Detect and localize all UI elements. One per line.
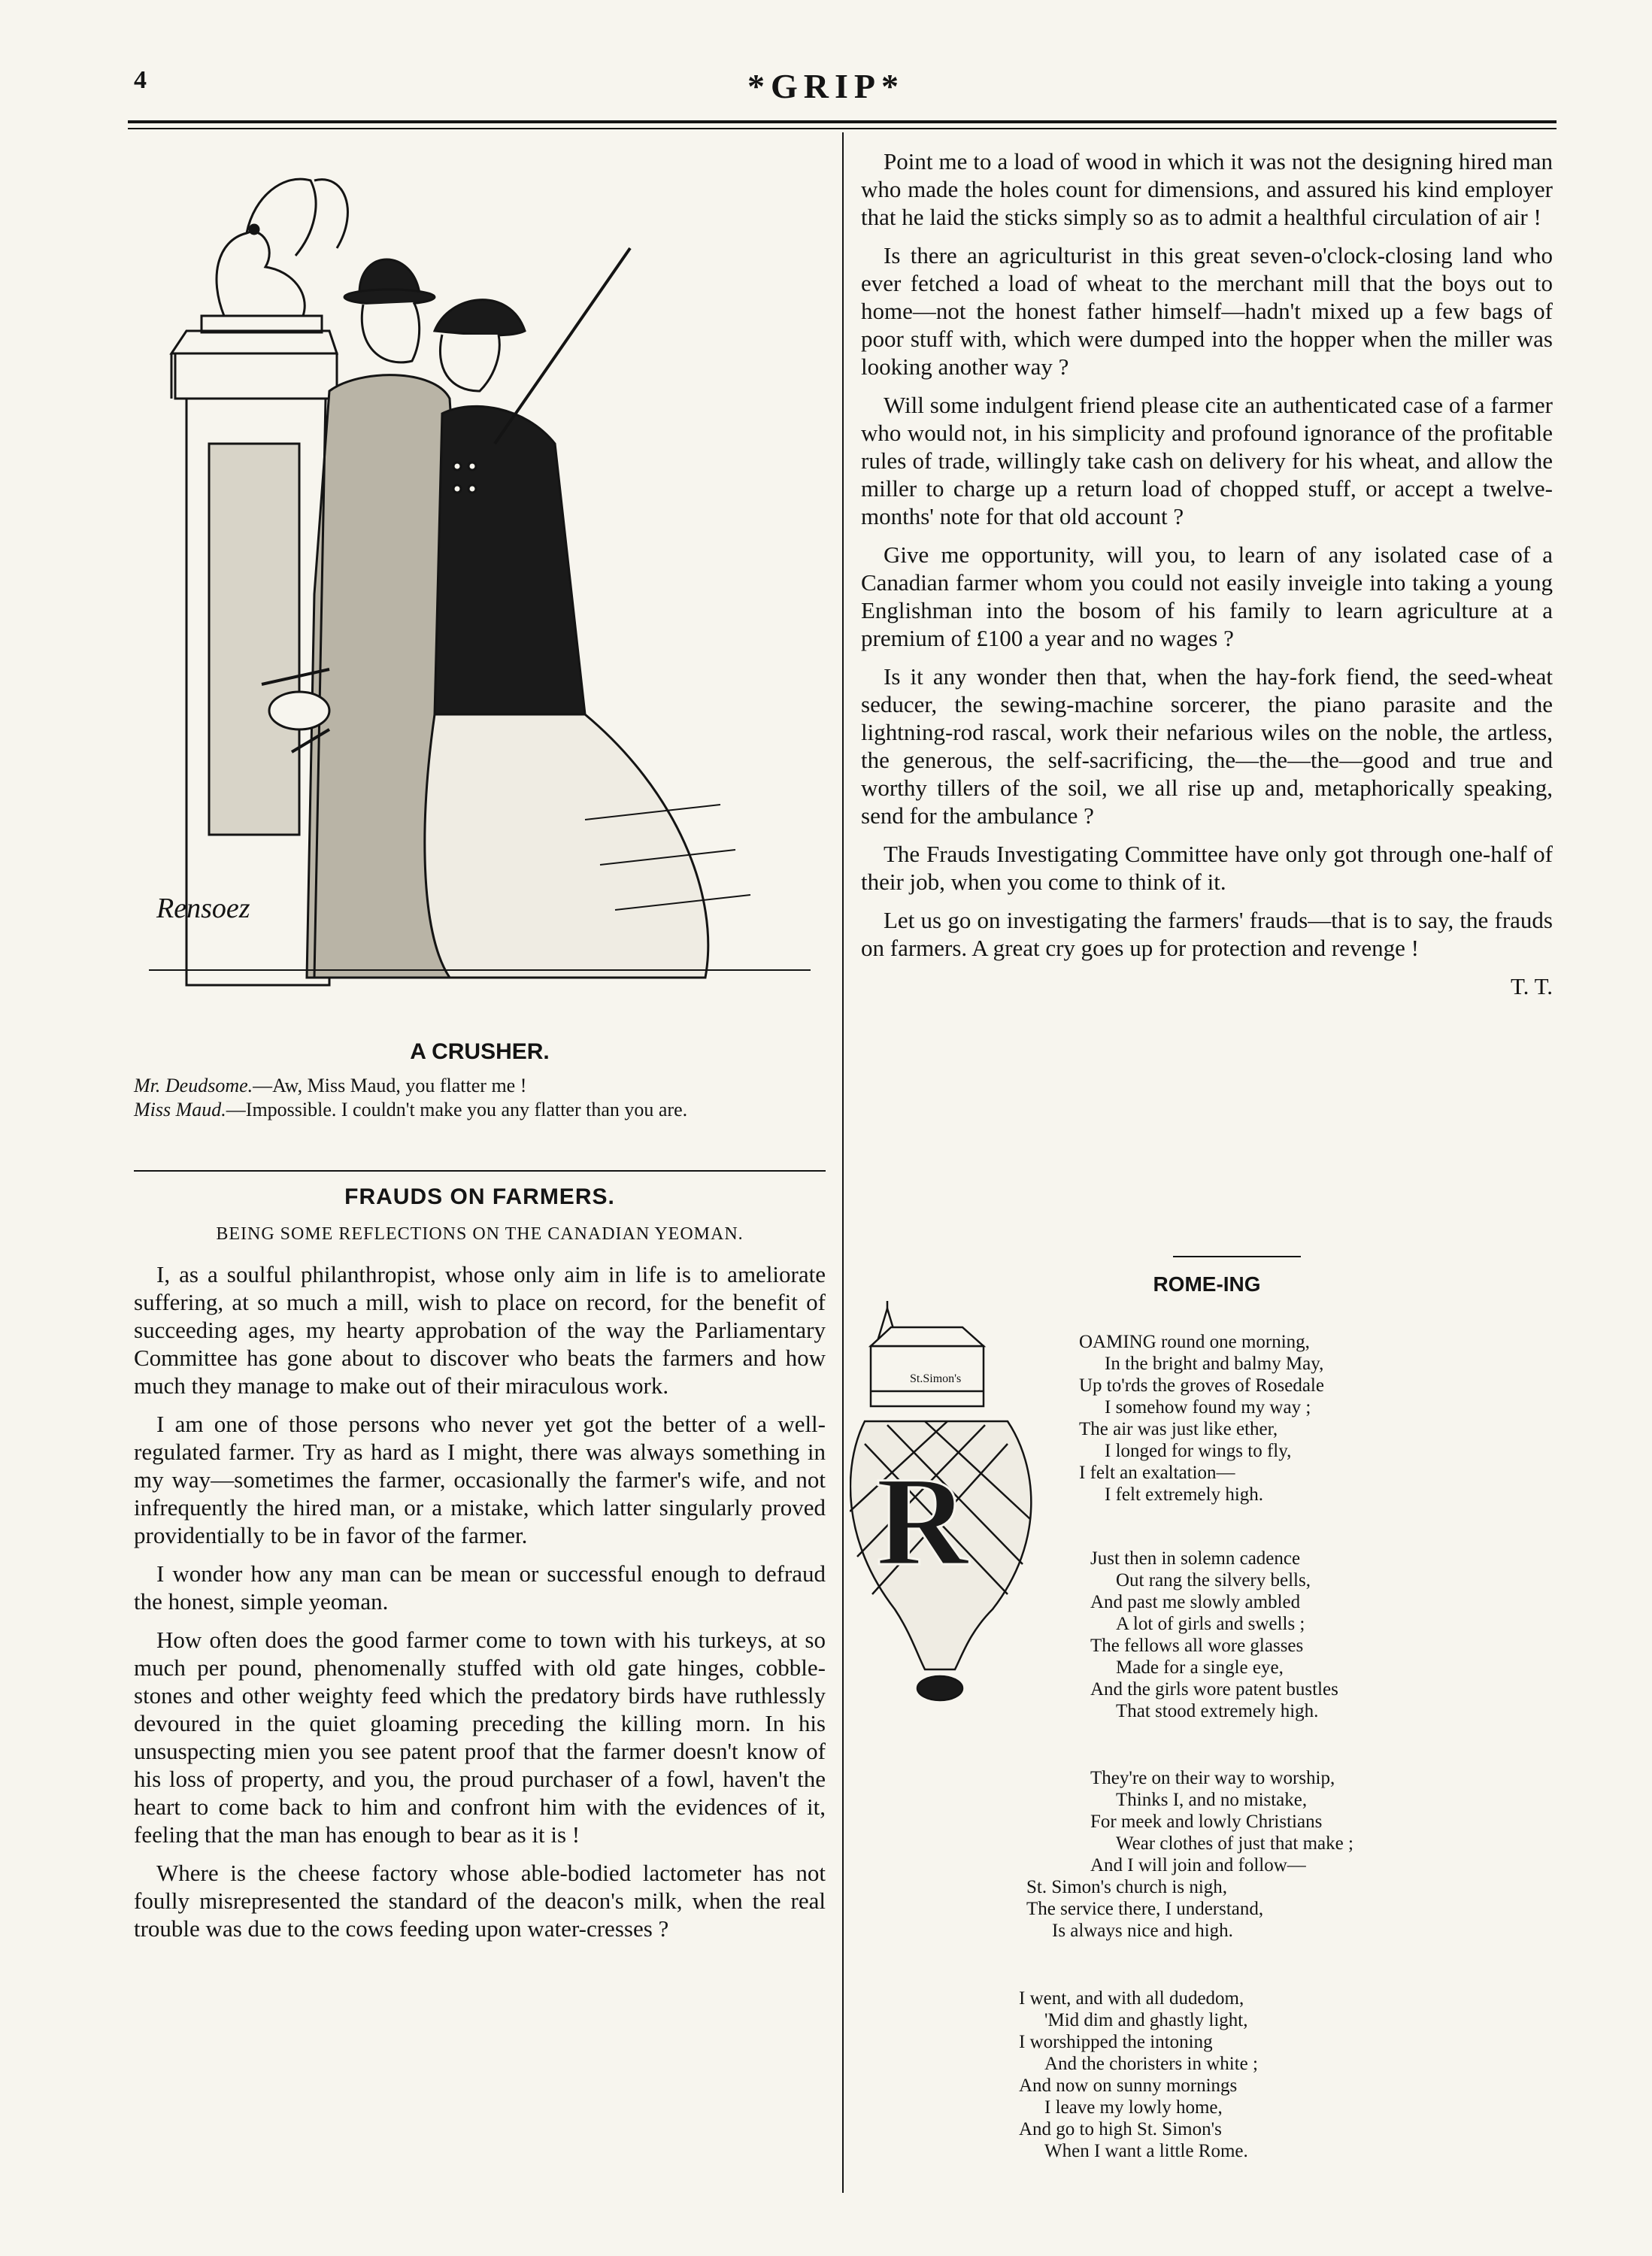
griffin-statue — [202, 179, 347, 332]
poem-line: The air was just like ether, — [1079, 1419, 1278, 1439]
article-right-column — [861, 147, 1553, 1000]
paragraph: Is there an agriculturist in this great seven-o'clock-closing land who ever fetched a load of wheat to the merchant mill that the boys out to home—not the honest father himself—hadn't mixed up a few bags of poor stuff with, which were dumped into the hopper when the miller was looking another way ? — [861, 242, 1553, 380]
paragraph: The Frauds Investigating Committee have only got through one-half of their job, when you come to think of it. — [861, 841, 1553, 895]
paragraph: How often does the good farmer come to town with his turkeys, at so much per pound, phenomenally stuffed with old gate hinges, cobble-stones and other weighty feed which the predatory birds have ruthlessly devoured in the quiet gloaming preceding the killing morn. In his unsuspecting mien you see patent proof that the farmer doesn't know of his loss of property, and you, the proud purchaser of a fowl, haven't the heart to come back to him and confront him with the evidences of it, feeling that the man has enough to bear as it is ! — [134, 1627, 826, 1848]
cartoon-caption-line-1 — [134, 1074, 826, 1098]
poem-line: And the girls wore patent bustles — [1090, 1679, 1338, 1700]
poem-line: The fellows all wore glasses — [1090, 1636, 1304, 1656]
poem-line: I worshipped the intoning — [1019, 2032, 1213, 2052]
poem-line: Is always nice and high. — [1052, 1921, 1233, 1941]
poem-line: A lot of girls and swells ; — [1116, 1614, 1305, 1634]
paragraph: I, as a soulful philanthropist, whose only aim in life is to ameliorate suffering, at so much a mill, wish to place on record, for the benefit of succeeding ages, my hearty approbation of the way the Parliamentary Committee has gone about to discover who beats the farmers and how much they manage to make out of their miraculous work. — [134, 1261, 826, 1399]
artist-signature: Rensoez — [156, 893, 250, 924]
poem-line: I longed for wings to fly, — [1105, 1441, 1292, 1461]
poem-line: Wear clothes of just that make ; — [1116, 1833, 1353, 1854]
cartoon-caption-line-2 — [134, 1098, 826, 1122]
article-left-column — [134, 1260, 826, 1953]
paragraph: Will some indulgent friend please cite an authenticated case of a farmer who would not, in his simplicity and profound ignorance of the profitable rules of trade, willingly take cash on delivery for his wheat, and allow the miller to charge up a return load of chopped stuff, or accept a twelve-months' note for that old account ? — [861, 392, 1553, 529]
lady-figure — [425, 248, 708, 978]
poem-line: Up to'rds the groves of Rosedale — [1079, 1375, 1324, 1396]
poem-stanza-1 — [1079, 1331, 1324, 1506]
poem-line: Just then in solemn cadence — [1090, 1548, 1301, 1569]
poem-line: In the bright and balmy May, — [1105, 1354, 1324, 1374]
poem-line: When I want a little Rome. — [1044, 2141, 1248, 2161]
poem-line: The service there, I understand, — [1026, 1899, 1264, 1919]
header-rule-thin — [128, 128, 1557, 129]
paragraph: Is it any wonder then that, when the hay-fork fiend, the seed-wheat seducer, the sewing-machine sorcerer, the piano parasite and the lightning-rod rascal, work their nefarious wiles on the noble, the artless, the generous, the self-sacrificing, the—the—the—good and true and worthy tillers of the soil, we all rise up and, metaphorically speaking, send for the ambulance ? — [861, 663, 1553, 829]
dialogue-2: —Impossible. I couldn't make you any flatter than you are. — [226, 1099, 688, 1120]
poem-line: I somehow found my way ; — [1105, 1397, 1311, 1418]
speaker-2: Miss Maud. — [134, 1099, 226, 1120]
column-divider — [842, 132, 844, 2193]
poem-line: I felt an exaltation— — [1079, 1463, 1235, 1483]
poem-line: Thinks I, and no mistake, — [1116, 1790, 1308, 1810]
poem-line: And past me slowly ambled — [1090, 1592, 1301, 1612]
poem-line: Made for a single eye, — [1116, 1657, 1284, 1678]
paragraph: I wonder how any man can be mean or successful enough to defraud the honest, simple yeoman. — [134, 1560, 826, 1615]
article-title: FRAUDS ON FARMERS. — [344, 1184, 615, 1209]
poem-line: And I will join and follow— — [1090, 1855, 1306, 1875]
paragraph: Where is the cheese factory whose able-bodied lactometer has not foully misrepresented the standard of the deacon's milk, when the real trouble was due to the cows feeding upon water-cresses ? — [134, 1860, 826, 1942]
poem-line: Out rang the silvery bells, — [1116, 1570, 1311, 1590]
cartoon-title: A CRUSHER. — [410, 1039, 550, 1064]
paragraph: Let us go on investigating the farmers' frauds—that is to say, the frauds on farmers. A great cry goes up for protection and revenge ! — [861, 907, 1553, 961]
header-rule — [128, 120, 1557, 123]
poem-line: OAMING round one morning, — [1079, 1332, 1310, 1352]
paragraph: I am one of those persons who never yet got the better of a well-regulated farmer. Try as hard as I might, there was always something in my way—sometimes the farmer, occasionally the farmer's wife, and not infrequently the hired man, or a mistake, which latter singularly proved providentially to be in favor of the farmer. — [134, 1411, 826, 1548]
poem-line: That stood extremely high. — [1116, 1701, 1319, 1721]
poem-separator — [1173, 1256, 1301, 1257]
poem-stanza-4 — [1019, 1988, 1258, 2162]
paragraph: Point me to a load of wood in which it was not the designing hired man who made the holes count for dimensions, and assured his kind employer that he laid the sticks simply so as to admit a healthful circulation of air ! — [861, 148, 1553, 230]
paragraph: Give me opportunity, will you, to learn of any isolated case of a Canadian farmer whom you could not easily inveigle into taking a young Englishman into the bosom of his family to learn agriculture at a premium of £100 a year and no wages ? — [861, 541, 1553, 651]
poem-line: And now on sunny mornings — [1019, 2076, 1238, 2096]
church-sign: St.Simon's — [910, 1372, 962, 1385]
cartoon-illustration — [134, 143, 826, 1029]
speaker-1: Mr. Deudsome. — [134, 1075, 253, 1096]
poem-line: I felt extremely high. — [1105, 1484, 1264, 1505]
drop-cap-r: R — [876, 1451, 968, 1592]
poem-stanza-3 — [1026, 1767, 1353, 1942]
poem-title: ROME-ING — [1153, 1272, 1261, 1296]
poem-line: They're on their way to worship, — [1090, 1768, 1335, 1788]
poem-stanza-2 — [1090, 1548, 1338, 1722]
poem-line: 'Mid dim and ghastly light, — [1044, 2010, 1248, 2030]
poem-line: St. Simon's church is nigh, — [1026, 1877, 1228, 1897]
poem-line: And the choristers in white ; — [1044, 2054, 1258, 2074]
dialogue-1: —Aw, Miss Maud, you flatter me ! — [253, 1075, 527, 1096]
poem-line: And go to high St. Simon's — [1019, 2119, 1222, 2139]
section-separator — [134, 1170, 826, 1172]
article-subtitle: BEING SOME REFLECTIONS ON THE CANADIAN YEOMAN. — [216, 1224, 744, 1244]
page-number: 4 — [134, 66, 147, 94]
poem-line: For meek and lowly Christians — [1090, 1812, 1323, 1832]
masthead: *GRIP* — [747, 67, 905, 105]
poem-line: I leave my lowly home, — [1044, 2097, 1223, 2118]
balloon-illustration — [850, 1293, 1105, 1715]
poem-line: I went, and with all dudedom, — [1019, 1988, 1244, 2009]
article-signoff: T. T. — [1511, 973, 1553, 999]
